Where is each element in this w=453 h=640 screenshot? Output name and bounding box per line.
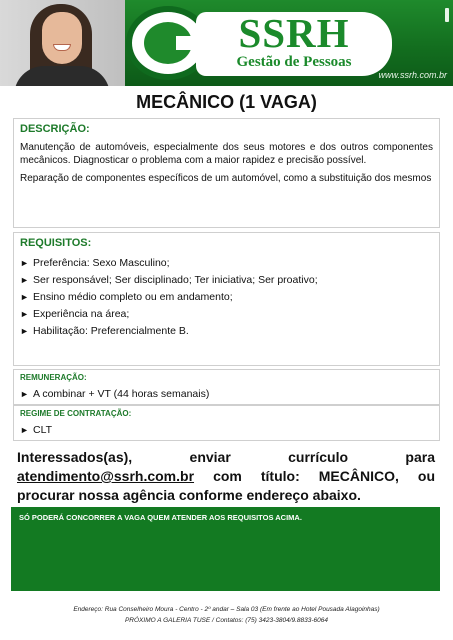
call-to-action: [17, 448, 435, 505]
remuneration-value: A combinar + VT (44 horas semanais): [33, 388, 210, 400]
bullet-arrow-icon: ►: [20, 292, 29, 302]
list-item: [20, 308, 433, 321]
logo-url[interactable]: www.ssrh.com.br: [378, 70, 447, 80]
cta-suffix: com título: MECÂNICO, ou procurar nossa agência conforme endereço abaixo.: [17, 468, 435, 503]
list-item: [20, 325, 433, 338]
bullet-arrow-icon: ►: [20, 258, 29, 268]
requirements-heading: REQUISITOS:: [20, 237, 92, 249]
list-item: [20, 257, 433, 270]
photo-shoulders: [14, 66, 110, 86]
logo-title: SSRH: [238, 10, 350, 56]
contract-line: [20, 424, 433, 437]
header-banner: [0, 0, 453, 86]
footer-line: PRÓXIMO A GALERIA TUSE / Contatos: (75) 3423-3804/9.8833-6064: [124, 617, 329, 624]
email-link[interactable]: atendimento@ssrh.com.br: [17, 468, 195, 484]
remuneration-box: [13, 369, 440, 405]
list-item-text: Ensino médio completo ou em andamento;: [33, 291, 233, 303]
list-item-text: Experiência na área;: [33, 308, 130, 320]
footer-line: Endereço: Rua Conselheiro Moura - Centro - 2º andar – Sala 03 (Em frente ao Hotel Pousada Alagoinhas): [73, 606, 380, 613]
list-item: [20, 291, 433, 304]
description-box: [13, 118, 440, 228]
photo-face: [42, 12, 82, 64]
contract-box: [13, 405, 440, 441]
cta-prefix: Interessados(as), enviar currículo para: [17, 449, 435, 465]
bullet-arrow-icon: ►: [20, 309, 29, 319]
list-item-text: Ser responsável; Ser disciplinado; Ter iniciativa; Ser proativo;: [33, 274, 318, 286]
model-photo: [0, 0, 125, 86]
description-heading: DESCRIÇÃO:: [20, 123, 90, 135]
list-item-text: Habilitação: Preferencialmente B.: [33, 325, 189, 337]
side-mark-icon: [445, 8, 449, 22]
description-paragraph: Manutenção de automóveis, especialmente dos seus motores e dos outros componentes mecânicos. Diagnosticar o problema com a maior rapidez e precisão possível.: [20, 142, 433, 166]
footer-address: [0, 604, 453, 626]
remuneration-heading: REMUNERAÇÃO:: [20, 373, 87, 382]
bullet-arrow-icon: ►: [20, 275, 29, 285]
bullet-arrow-icon: ►: [20, 326, 29, 336]
requirements-list: [20, 257, 433, 338]
notice-box: [11, 507, 440, 591]
list-item: [20, 274, 433, 287]
contract-value: CLT: [33, 424, 53, 436]
bullet-arrow-icon: ►: [20, 425, 29, 435]
notice-text: SÓ PODERÁ CONCORRER A VAGA QUEM ATENDER AOS REQUISITOS ACIMA.: [19, 513, 302, 522]
list-item-text: Preferência: Sexo Masculino;: [33, 257, 170, 269]
remuneration-line: [20, 388, 433, 401]
page-title: MECÂNICO (1 VAGA): [136, 92, 317, 112]
contract-heading: REGIME DE CONTRATAÇÃO:: [20, 409, 132, 418]
logo-subtitle: Gestão de Pessoas: [236, 54, 352, 70]
description-paragraph: Reparação de componentes específicos de um automóvel, como a substituição dos mesmos: [20, 173, 432, 184]
requirements-box: [13, 232, 440, 366]
bullet-arrow-icon: ►: [20, 389, 29, 399]
